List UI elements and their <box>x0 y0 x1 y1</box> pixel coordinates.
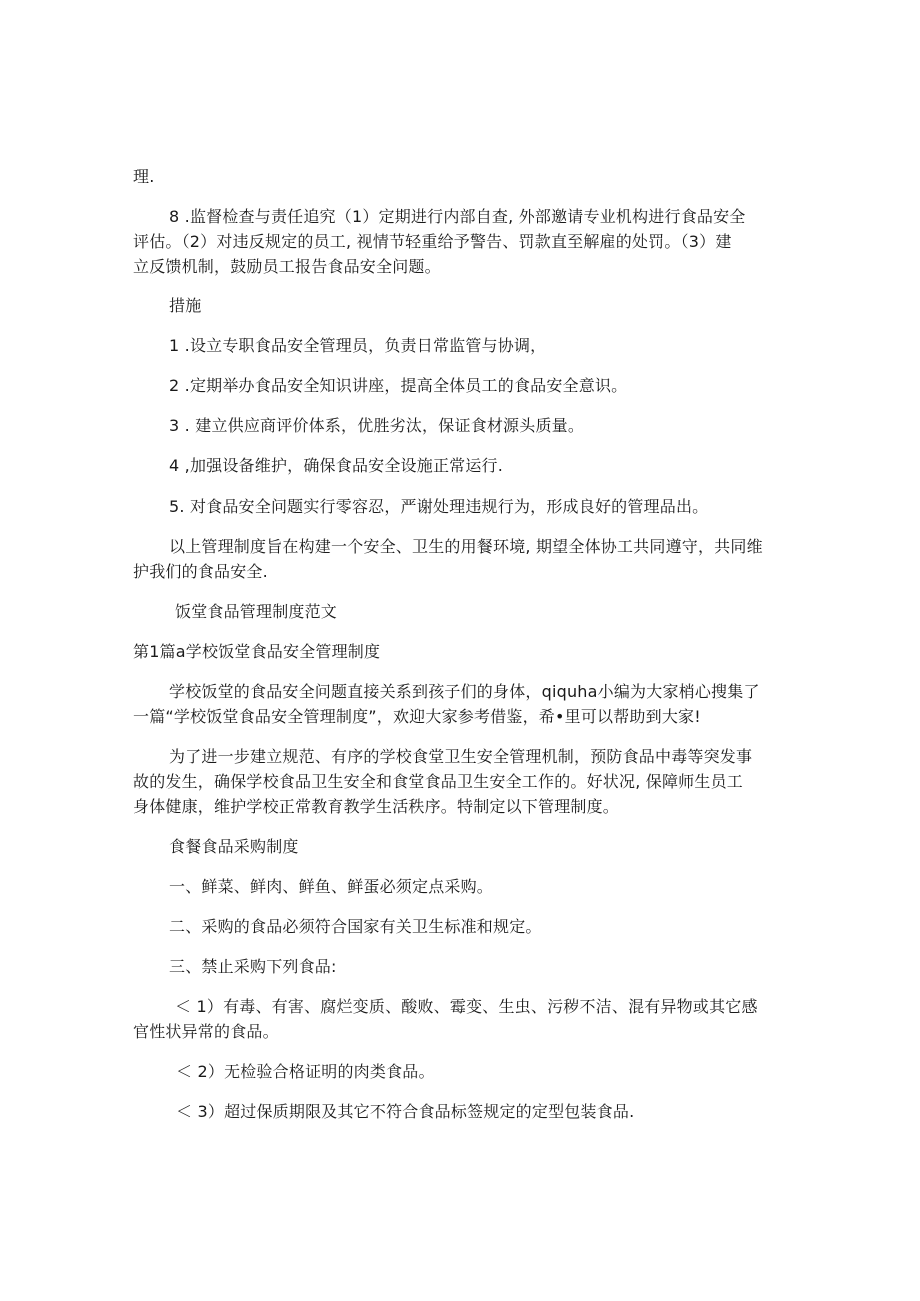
text-line-18: 故的发生，确保学校食品卫生安全和食堂食品卫生安全工作的。好状况, 保障师生员工 <box>133 772 743 791</box>
rule-item-1: 一、鲜菜、鲜肉、鲜鱼、鲜蛋必须定点采购。 <box>169 877 494 896</box>
section-heading-procurement: 食餐食品采购制度 <box>169 837 299 856</box>
text-line-3: 评估。（2）对违反规定的员工, 视情节轻重给予警告、罚款直至解雇的处罚。（3）建 <box>133 232 732 251</box>
section-heading-measures: 措施 <box>169 296 202 315</box>
text-line-1: 理. <box>133 167 155 186</box>
sub-item-2: ＜ 2）无检验合格证明的肉类食品。 <box>176 1062 435 1081</box>
sub-item-1: ＜ 1）有毒、有害、腐烂变质、酸败、霉变、生虫、污秽不洁、混有异物或其它感 <box>175 997 758 1016</box>
section-title: 饭堂食品管理制度范文 <box>175 602 338 621</box>
sub-item-3: ＜ 3）超过保质期限及其它不符合食品标签规定的定型包装食品. <box>176 1102 635 1121</box>
chapter-title: 第1篇a学校饭堂食品安全管理制度 <box>133 642 381 661</box>
list-item-2: 2 .定期举办食品安全知识讲座，提高全体员工的食品安全意识。 <box>169 376 628 395</box>
rule-item-3: 三、禁止采购下列食品: <box>169 957 337 976</box>
list-item-3: 3 . 建立供应商评价体系，优胜劣汰，保证食材源头质量。 <box>169 416 585 435</box>
list-item-5: 5. 对食品安全问题实行零容忍，严谢处理违规行为，形成良好的管理品出。 <box>169 497 709 516</box>
text-line-16: 一篇“学校饭堂食品安全管理制度”，欢迎大家参考借鉴，希•里可以帮助到大家! <box>133 707 701 726</box>
text-line-17: 为了进一步建立规范、有序的学校食堂卫生安全管理机制，预防食品中毒等突发事 <box>169 747 753 766</box>
text-line-11: 以上管理制度旨在构建一个安全、卫生的用餐环境, 期望全体协工共同遵守，共同维 <box>169 537 763 556</box>
text-line-15: 学校饭堂的食品安全问题直接关系到孩子们的身体，qiquha小编为大家梢心搜集了 <box>169 682 760 701</box>
sub-item-1-continued: 官性状异常的食品。 <box>133 1022 279 1041</box>
rule-item-2: 二、采购的食品必须符合国家有关卫生标准和规定。 <box>169 917 542 936</box>
list-item-4: 4 ,加强设备维护，确保食品安全设施正常运行. <box>169 456 504 475</box>
list-item-1: 1 .设立专职食品安全管理员，负责日常监管与协调， <box>169 336 547 355</box>
text-line-4: 立反馈机制，鼓励员工报告食品安全问题。 <box>133 257 441 276</box>
text-line-12: 护我们的食品安全. <box>133 562 268 581</box>
text-line-2: 8 .监督检查与责任追究（1）定期进行内部自查, 外部邀请专业机构进行食品安全 <box>169 207 746 226</box>
text-line-19: 身体健康，维护学校正常教育教学生活秩序。特制定以下管理制度。 <box>133 797 620 816</box>
